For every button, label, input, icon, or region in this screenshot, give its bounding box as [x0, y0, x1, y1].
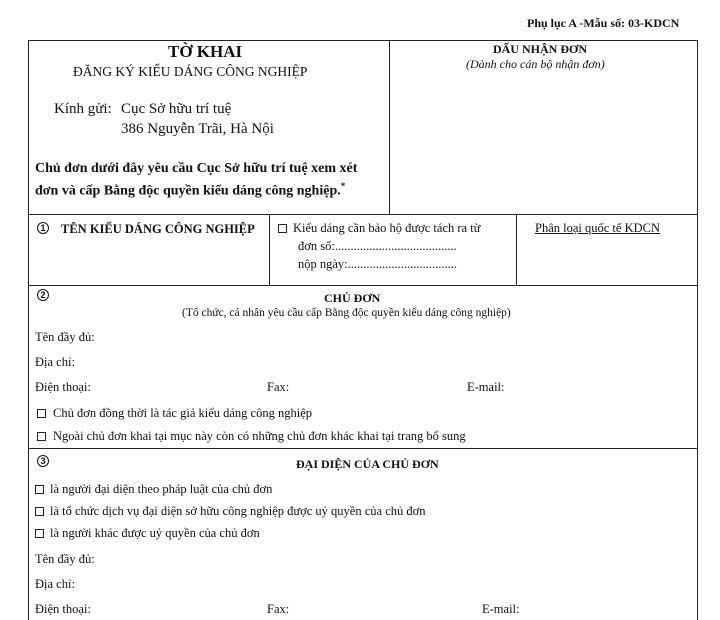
header-divider — [389, 40, 390, 214]
applicant-email-label: E-mail: — [467, 380, 505, 394]
request-line-1: Chủ đơn dưới đây yêu cầu Cục Sở hữu trí tuệ xem xét — [35, 161, 358, 176]
section3-title: ĐẠI DIỆN CỦA CHỦ ĐƠN — [296, 457, 439, 471]
applicant-phone-label: Điện thoại: — [35, 380, 91, 394]
legal-representative-checkbox[interactable] — [35, 485, 44, 494]
other-applicants-label: Ngoài chủ đơn khai tại mục này còn có những chủ đơn khác khai tại trang bổ sung — [53, 429, 466, 443]
form-subtitle: ĐĂNG KÝ KIỂU DÁNG CÔNG NGHIỆP — [73, 64, 308, 79]
filing-date-field[interactable]: nộp ngày:................................... — [298, 257, 458, 271]
form-right-border — [697, 40, 698, 620]
applicant-full-name-label: Tên đầy đủ: — [35, 330, 95, 344]
to-organization: Cục Sở hữu trí tuệ — [121, 101, 232, 117]
section1-title: TÊN KIỂU DÁNG CÔNG NGHIỆP — [61, 222, 255, 236]
section2-bottom-border — [28, 448, 698, 449]
representative-phone-label: Điện thoại: — [35, 602, 91, 616]
applicant-fax-label: Fax: — [267, 380, 290, 394]
request-line-2: đơn và cấp Bằng độc quyền kiểu dáng công nghiệp.* — [35, 181, 346, 199]
other-authorized-person-checkbox[interactable] — [35, 529, 44, 538]
form-left-border — [28, 40, 29, 620]
appendix-label: Phụ lục A -Mẫu số: 03-KDCN — [527, 16, 680, 30]
to-label: Kính gửi: — [54, 101, 112, 117]
section1-divider-left — [269, 214, 270, 285]
representative-full-name-label: Tên đầy đủ: — [35, 552, 95, 566]
section1-number: 1 — [37, 222, 49, 234]
separated-design-checkbox[interactable] — [278, 224, 287, 233]
section2-title: CHỦ ĐƠN — [324, 291, 381, 305]
other-authorized-person-label: là người khác được uỷ quyền của chủ đơn — [50, 526, 260, 540]
section1-divider-right — [516, 214, 517, 285]
applicant-is-author-checkbox[interactable] — [37, 409, 46, 418]
header-bottom-border — [28, 214, 698, 215]
section1-bottom-border — [28, 285, 698, 286]
form-title: TỜ KHAI — [168, 42, 243, 61]
ip-service-representative-label: là tổ chức dịch vụ đại diện sở hữu công nghiệp được uỷ quyền của chủ đơn — [50, 504, 426, 518]
representative-fax-label: Fax: — [267, 602, 290, 616]
section3-number: 3 — [37, 455, 49, 467]
section2-number: 2 — [37, 289, 49, 301]
applicant-is-author-label: Chủ đơn đồng thời là tác giả kiểu dáng công nghiệp — [53, 406, 313, 420]
ip-service-representative-checkbox[interactable] — [35, 507, 44, 516]
representative-email-label: E-mail: — [482, 602, 520, 616]
to-address: 386 Nguyễn Trãi, Hà Nội — [121, 121, 274, 137]
receipt-title: DẤU NHẬN ĐƠN — [493, 42, 587, 56]
application-number-field[interactable]: đơn số:....................................... — [298, 239, 457, 253]
form-top-border — [28, 40, 698, 41]
international-classification-label: Phân loại quốc tế KDCN — [535, 221, 660, 235]
legal-representative-label: là người đại diện theo pháp luật của chủ đơn — [50, 482, 273, 496]
other-applicants-checkbox[interactable] — [37, 432, 46, 441]
receipt-note: (Dành cho cán bộ nhận đơn) — [466, 57, 605, 71]
section2-subtitle: (Tổ chức, cá nhân yêu cầu cấp Bằng độc quyền kiểu dáng công nghiệp) — [182, 307, 511, 319]
applicant-address-label: Địa chỉ: — [35, 355, 75, 369]
separated-design-label: Kiểu dáng cần bảo hộ được tách ra từ — [293, 221, 481, 235]
representative-address-label: Địa chỉ: — [35, 577, 75, 591]
